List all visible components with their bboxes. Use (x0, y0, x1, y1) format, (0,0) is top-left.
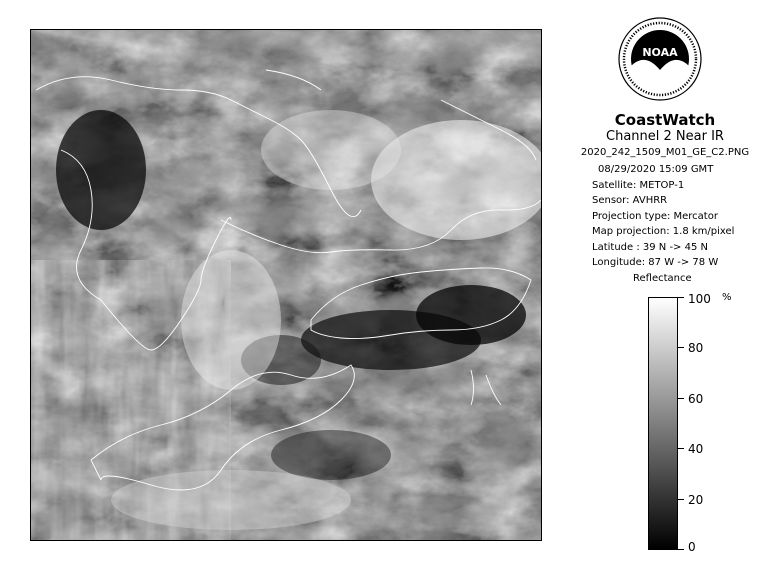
tick-mark (678, 499, 684, 500)
info-panel (560, 112, 770, 160)
satellite-image (30, 29, 542, 541)
latitude: Latitude : 39 N -> 45 N (592, 241, 708, 253)
projection-type: Projection type: Mercator (592, 210, 718, 222)
tick-mark (678, 347, 684, 348)
metadata-list (592, 162, 772, 271)
tick-mark (678, 448, 684, 449)
tick-label: 60 (688, 392, 704, 406)
sensor: Sensor: AVHRR (592, 195, 668, 206)
tick-label: 40 (688, 442, 704, 456)
tick-label: 0 (688, 540, 696, 554)
satellite: Satellite: METOP-1 (592, 179, 685, 191)
tick-mark (678, 297, 684, 298)
map-projection: Map projection: 1.8 km/pixel (592, 226, 735, 237)
tick-mark (678, 398, 684, 399)
tick-mark (678, 549, 684, 550)
noaa-logo (617, 16, 703, 102)
tick-label: 80 (688, 341, 704, 355)
tick-label: 20 (688, 493, 704, 507)
datetime: 08/29/2020 15:09 GMT (598, 164, 714, 175)
colorbar-ticks (678, 292, 738, 554)
tick-label: 100 (688, 292, 711, 306)
colorbar (648, 297, 678, 550)
colorbar-label: Reflectance (633, 273, 692, 284)
svg-text:NOAA: NOAA (642, 46, 678, 59)
colorbar-unit: % (722, 292, 732, 303)
channel-title: Channel 2 Near IR (606, 129, 724, 144)
longitude: Longitude: 87 W -> 78 W (592, 257, 719, 268)
product-title: CoastWatch (614, 111, 716, 129)
filename: 2020_242_1509_M01_GE_C2.PNG (580, 147, 750, 158)
